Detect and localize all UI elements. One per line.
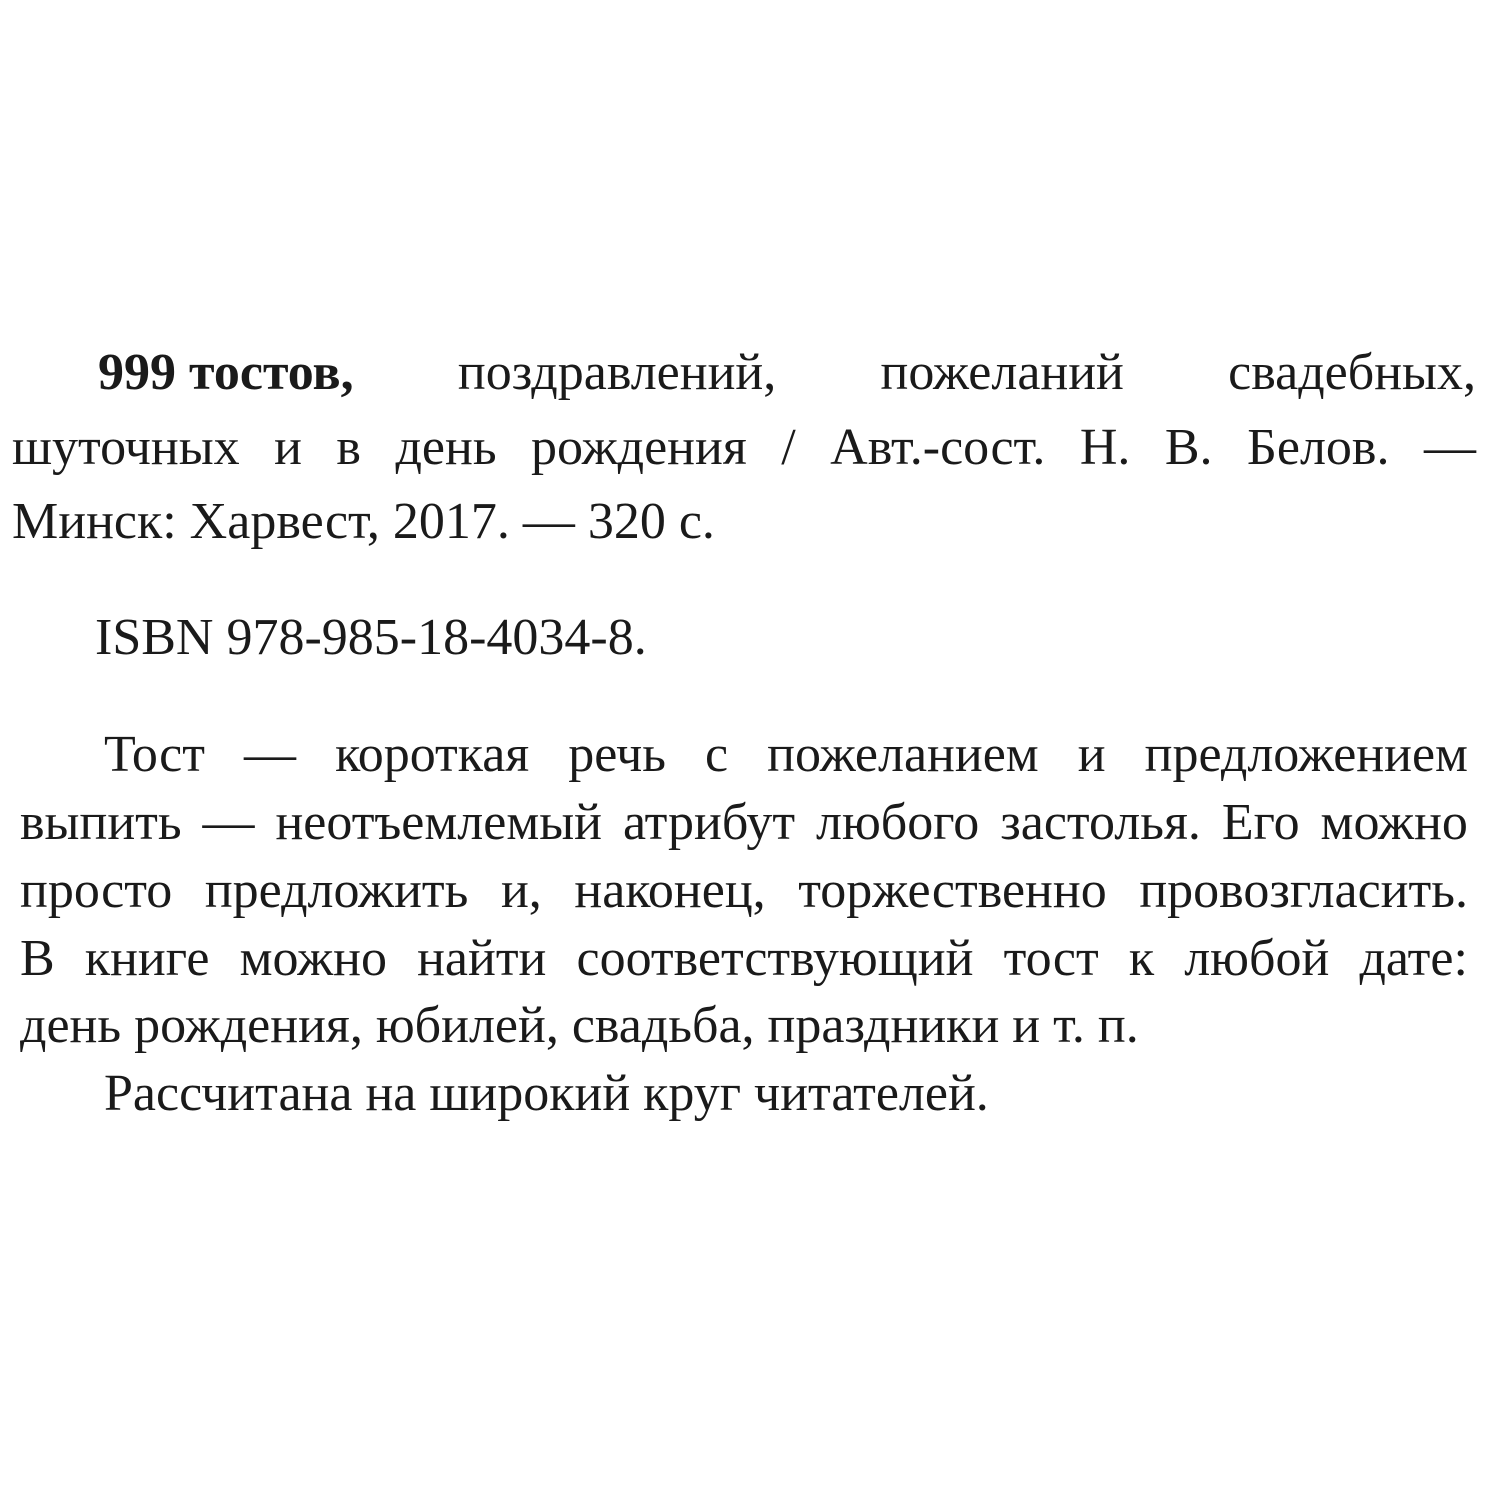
word: рождения — [531, 419, 747, 476]
annotation-line-4 — [20, 929, 1468, 989]
annotation-line-1 — [104, 725, 1468, 785]
word: — — [1423, 419, 1476, 476]
word: и — [1077, 726, 1106, 783]
word: короткая — [335, 726, 530, 783]
word: застолья. — [1000, 794, 1201, 851]
word: Его — [1221, 794, 1300, 851]
word: торжественно — [798, 862, 1107, 919]
annotation-line-2 — [20, 793, 1468, 853]
word: поздравлений, — [457, 344, 777, 401]
annotation-line-6: Рассчитана на широкий круг читателей. — [104, 1065, 989, 1122]
word: предложить — [204, 862, 469, 919]
word: день — [395, 419, 497, 476]
word: наконец, — [574, 862, 766, 919]
annotation-line-3 — [20, 861, 1468, 921]
word: шуточных — [12, 419, 240, 476]
word: предложением — [1144, 726, 1468, 783]
word: речь — [568, 726, 666, 783]
word: можно — [239, 930, 387, 987]
word: — — [244, 726, 297, 783]
bibliography-line-3: Минск: Харвест, 2017. — 320 с. — [12, 493, 715, 550]
word: неотъемлемый — [275, 794, 602, 851]
bibliography-line-2 — [12, 418, 1476, 478]
word: книге — [84, 930, 210, 987]
word: и — [274, 419, 302, 476]
word: в — [336, 419, 361, 476]
word: любой — [1184, 930, 1330, 987]
word: атрибут — [622, 794, 796, 851]
word: Белов. — [1247, 419, 1390, 476]
word: найти — [417, 930, 547, 987]
word: — — [202, 794, 255, 851]
word: провозгласить. — [1139, 862, 1468, 919]
word: В. — [1164, 419, 1213, 476]
word: / — [781, 419, 796, 476]
word: к — [1128, 930, 1155, 987]
word: свадебных, — [1228, 344, 1476, 401]
word: Авт.-сост. — [830, 419, 1046, 476]
word: тост — [1003, 930, 1099, 987]
word: с — [705, 726, 729, 783]
book-title: 999 тостов, — [98, 344, 354, 401]
word: любого — [816, 794, 980, 851]
annotation-line-5: день рождения, юбилей, свадьба, праздники и т. п. — [20, 997, 1139, 1054]
isbn: ISBN 978-985-18-4034-8. — [95, 609, 647, 666]
word: можно — [1320, 794, 1468, 851]
bibliography-line-1 — [98, 343, 1476, 403]
word: и, — [500, 862, 542, 919]
word: В — [20, 930, 55, 987]
word: выпить — [20, 794, 182, 851]
word: пожеланий — [880, 344, 1124, 401]
word: просто — [20, 862, 173, 919]
word: дате: — [1359, 930, 1468, 987]
word: Тост — [104, 726, 205, 783]
word: Н. — [1079, 419, 1131, 476]
word: пожеланием — [767, 726, 1039, 783]
word: соответствующий — [576, 930, 974, 987]
